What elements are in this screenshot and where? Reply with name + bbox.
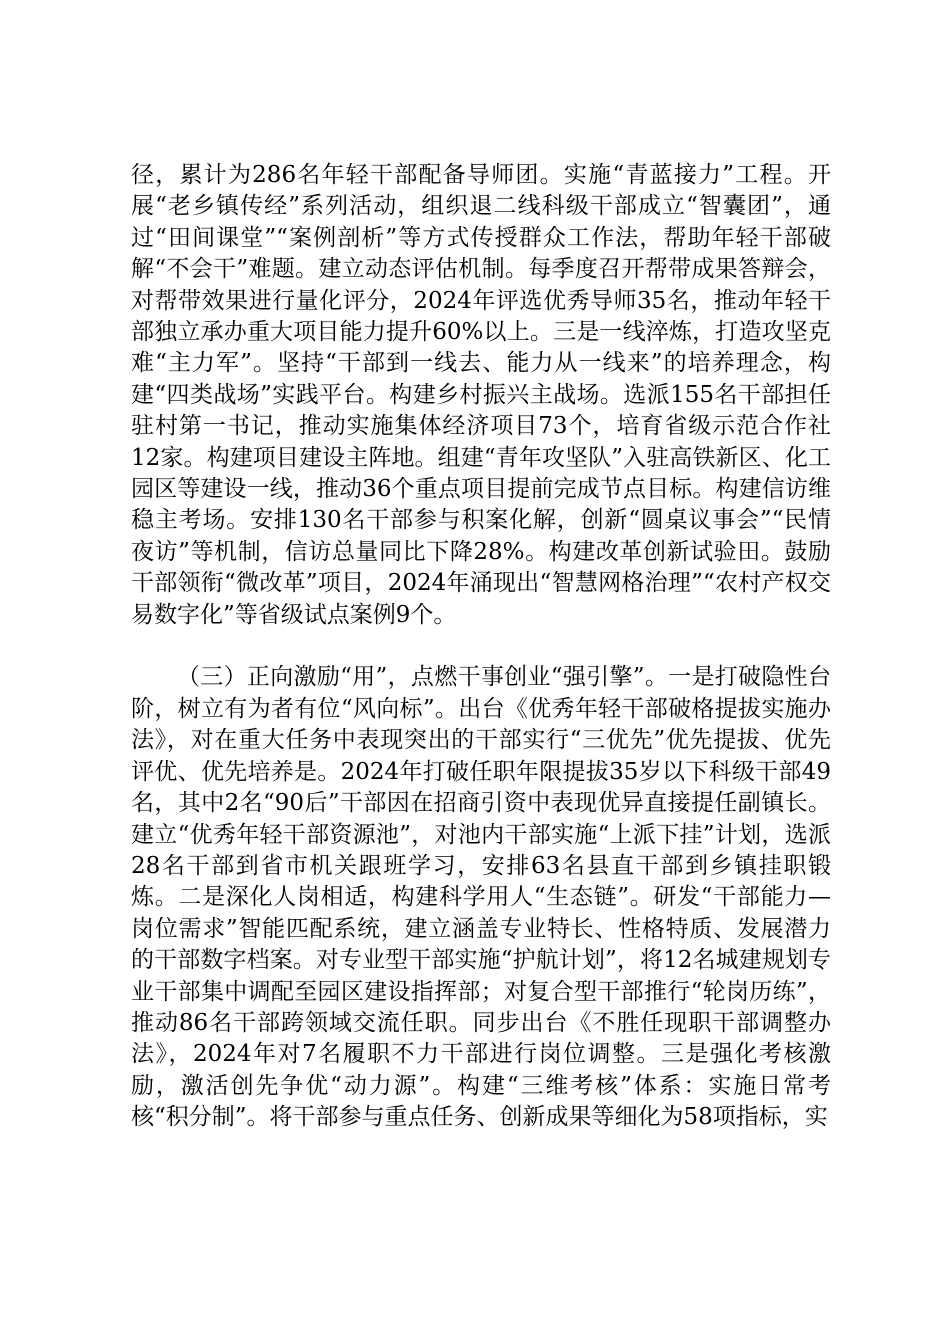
body-paragraph-1: 径，累计为286名年轻干部配备导师团。实施“青蓝接力”工程。开展“老乡镇传经”系列活动，组织退二线科级干部成立“智囊团”，通过“田间课堂”“案例剖析”等方式传授群众工作法，帮助年轻干部破解“不会干”难题。建立动态评估机制。每季度召开帮带成果答辩会，对帮带效果进行量化评分，2024年评选优秀导师35名，推动年轻干部独立承办重大项目能力提升60%以上。三是一线淬炼，打造攻坚克难“主力军”。坚持“干部到一线去、能力从一线来”的培养理念，构建“四类战场”实践平台。构建乡村振兴主战场。选派155名干部担任驻村第一书记，推动实施集体经济项目73个，培育省级示范合作社12家。构建项目建设主阵地。组建“青年攻坚队”入驻高铁新区、化工园区等建设一线，推动36个重点项目提前完成节点目标。构建信访维稳主考场。安排130名干部参与积案化解，创新“圆桌议事会”“民情夜访”等机制，信访总量同比下降28%。构建改革创新试验田。鼓励干部领衔“微改革”项目，2024年涌现出“智慧网格治理”“农村产权交易数字化”等省级试点案例9个。 [131,162,831,628]
body-paragraph-2: （三）正向激励“用”，点燃干事创业“强引擎”。一是打破隐性台阶，树立有为者有位“风向标”。出台《优秀年轻干部破格提拔实施办法》，对在重大任务中表现突出的干部实行“三优先”优先提拔、优先评优、优先培养是。2024年打破任职年限提拔35岁以下科级干部49名，其中2名“90后”干部因在招商引资中表现优异直接提任副镇长。建立“优秀年轻干部资源池”，对池内干部实施“上派下挂”计划，选派28名干部到省市机关跟班学习，安排63名县直干部到乡镇挂职锻炼。二是深化人岗相适，构建科学用人“生态链”。研发“干部能力—岗位需求”智能匹配系统，建立涵盖专业特长、性格特质、发展潜力的干部数字档案。对专业型干部实施“护航计划”，将12名城建规划专业干部集中调配至园区建设指挥部；对复合型干部推行“轮岗历练”，推动86名干部跨领域交流任职。同步出台《不胜任现职干部调整办法》，2024年对7名履职不力干部进行岗位调整。三是强化考核激励，激活创先争优“动力源”。构建“三维考核”体系：实施日常考核“积分制”。将干部参与重点任务、创新成果等细化为58项指标，实 [131,664,831,1131]
document-page [131,160,831,1134]
